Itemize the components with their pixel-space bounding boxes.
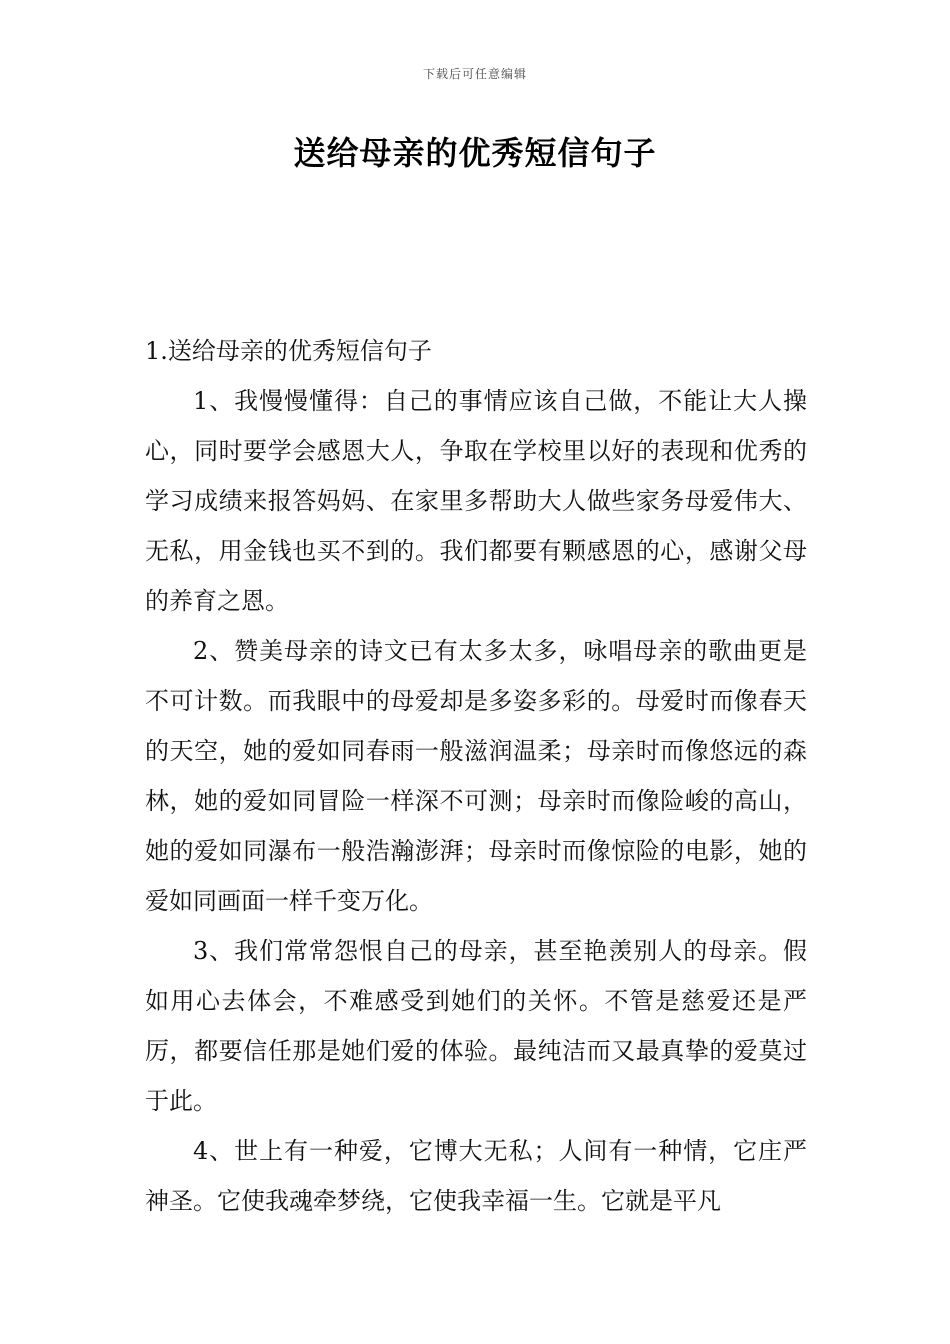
document-title: 送给母亲的优秀短信句子 bbox=[293, 134, 657, 172]
paragraph-4: 4、世上有一种爱，它博大无私；人间有一种情，它庄严神圣。它使我魂牵梦绕，它使我幸福一生。它就是平凡 bbox=[145, 1137, 807, 1215]
paragraph-2: 2、赞美母亲的诗文已有太多太多，咏唱母亲的歌曲更是不可计数。而我眼中的母爱却是多姿多彩的。母爱时而像春天的天空，她的爱如同春雨一般滋润温柔；母亲时而像悠远的森林，她的爱如同冒险一样深不可测；母亲时而像险峻的高山，她的爱如同瀑布一般浩瀚澎湃；母亲时而像惊险的电影，她的爱如同画面一样千变万化。 bbox=[145, 637, 807, 915]
header-note: 下载后可任意编辑 bbox=[422, 67, 527, 81]
section-heading: 1.送给母亲的优秀短信句子 bbox=[145, 337, 432, 365]
document-body bbox=[145, 326, 807, 1226]
paragraph-3: 3、我们常常怨恨自己的母亲，甚至艳羡别人的母亲。假如用心去体会，不难感受到她们的关怀。不管是慈爱还是严厉，都要信任那是她们爱的体验。最纯洁而又最真挚的爱莫过于此。 bbox=[145, 937, 807, 1115]
paragraph-1: 1、我慢慢懂得：自己的事情应该自己做，不能让大人操心，同时要学会感恩大人，争取在学校里以好的表现和优秀的学习成绩来报答妈妈、在家里多帮助大人做些家务母爱伟大、无私，用金钱也买不到的。我们都要有颗感恩的心，感谢父母的养育之恩。 bbox=[145, 387, 807, 615]
